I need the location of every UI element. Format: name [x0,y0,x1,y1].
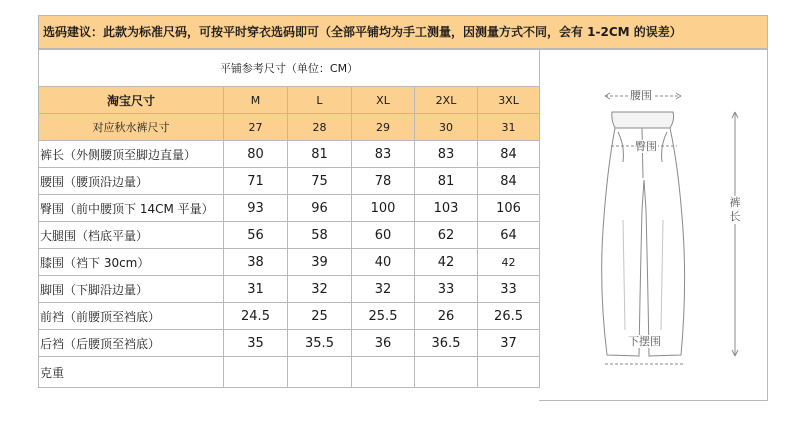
table-row [39,249,540,276]
cell-value: 81 [415,168,478,195]
cell-value: 84 [478,168,540,195]
cell-value: 26.5 [478,303,540,330]
table-row [39,168,540,195]
cell-value: 38 [224,249,288,276]
table-row [39,141,540,168]
row-label: 膝围（裆下 30cm） [39,249,224,276]
header-size: 3XL [478,87,540,114]
cell-value [415,357,478,388]
cell-value: 84 [478,141,540,168]
size-chart-table [38,49,540,388]
cell-value: 35 [224,330,288,357]
cell-value [224,357,288,388]
cell-value: 78 [352,168,415,195]
row-label: 裤长（外侧腰顶至脚边直量） [39,141,224,168]
table-caption-row [39,50,540,87]
row-label: 大腿围（档底平量） [39,222,224,249]
table-row [39,222,540,249]
cell-value: 62 [415,222,478,249]
cell-value: 33 [478,276,540,303]
cell-value: 32 [288,276,352,303]
pants-diagram [539,49,768,401]
header-size: 2XL [415,87,478,114]
cell-value: 96 [288,195,352,222]
cell-value: 83 [352,141,415,168]
size-header-row [39,87,540,114]
cell-value: 32 [352,276,415,303]
cell-value: 83 [415,141,478,168]
hem-label: 下摆围 [628,335,661,348]
size-advice-banner: 选码建议：此款为标准尺码，可按平时穿衣选码即可（全部平铺均为手工测量，因测量方式不同，会有 1-2CM 的误差） [38,15,768,49]
cell-value [288,357,352,388]
cell-value: 100 [352,195,415,222]
row-label: 臀围（前中腰顶下 14CM 平量） [39,195,224,222]
cell-value: 42 [478,249,540,276]
row-label: 后裆（后腰顶至裆底） [39,330,224,357]
waist-label: 腰围 [630,89,652,102]
cell-value: 80 [224,141,288,168]
hip-label: 臀围 [635,140,657,153]
header-size: L [288,87,352,114]
cell-value: 106 [478,195,540,222]
table-row [39,276,540,303]
cell-value: 26 [415,303,478,330]
cell-value: 42 [415,249,478,276]
header-size: M [224,87,288,114]
alt-size-value: 31 [478,114,540,141]
row-label: 前裆（前腰顶至裆底） [39,303,224,330]
table-row [39,357,540,388]
cell-value: 40 [352,249,415,276]
cell-value: 64 [478,222,540,249]
cell-value: 93 [224,195,288,222]
alt-size-value: 29 [352,114,415,141]
cell-value: 60 [352,222,415,249]
cell-value: 37 [478,330,540,357]
row-label: 腰围（腰顶沿边量） [39,168,224,195]
length-label: 裤长 [729,196,741,223]
alt-size-label: 对应秋水裤尺寸 [39,114,224,141]
alt-size-value: 30 [415,114,478,141]
cell-value: 35.5 [288,330,352,357]
cell-value: 71 [224,168,288,195]
row-label: 克重 [39,357,224,388]
table-caption: 平铺参考尺寸（单位：CM） [39,50,540,87]
cell-value: 58 [288,222,352,249]
cell-value: 81 [288,141,352,168]
alt-size-row [39,114,540,141]
cell-value: 39 [288,249,352,276]
cell-value [478,357,540,388]
cell-value: 25.5 [352,303,415,330]
alt-size-value: 28 [288,114,352,141]
header-size: XL [352,87,415,114]
cell-value: 33 [415,276,478,303]
cell-value: 56 [224,222,288,249]
table-row [39,303,540,330]
row-label: 脚围（下脚沿边量） [39,276,224,303]
cell-value: 31 [224,276,288,303]
cell-value: 25 [288,303,352,330]
cell-value: 24.5 [224,303,288,330]
alt-size-value: 27 [224,114,288,141]
cell-value: 75 [288,168,352,195]
cell-value: 36 [352,330,415,357]
header-label: 淘宝尺寸 [39,87,224,114]
cell-value: 36.5 [415,330,478,357]
cell-value: 103 [415,195,478,222]
cell-value [352,357,415,388]
table-row [39,195,540,222]
table-row [39,330,540,357]
